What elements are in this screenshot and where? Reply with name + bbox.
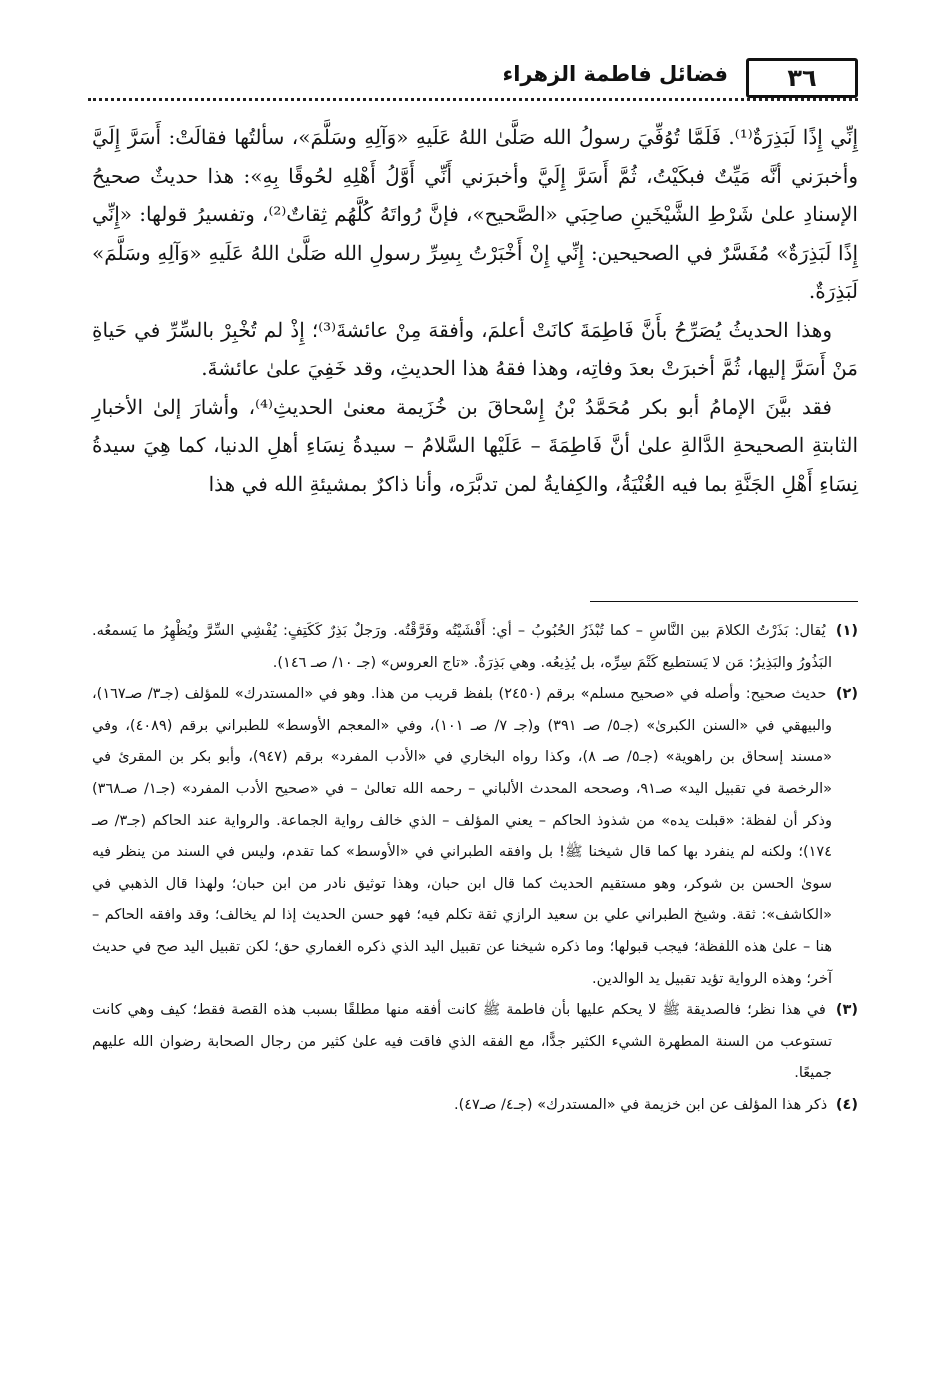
paragraph-1: إِنِّي إِذًا لَبَذِرَةٌ⁽¹⁾. فَلَمَّا تُوُفِّيَ رسولُ الله صَلَّىٰ اللهُ عَلَيهِ «وَآلِهِ وسَلَّمَ»، سألتُها فقالَتْ: أَسَرَّ إِلَيَّ وأخبرَني أنَّه مَيِّتٌ فبكَيْتُ، ثُمَّ أَسَرَّ إِلَيَّ وأخبرَني أَنِّي أَوَّلُ أَهْلِهِ لحُوقًا بِهِ»: هذا حديثٌ صحيحُ الإسنادِ علىٰ شَرْطِ الشَّيْخَينِ صاحِبَي «الصَّحيح»، فإنَّ رُواتَهُ كُلَّهُم ثِقاتٌ⁽²⁾، وتفسيرُ قولها: «إِنِّي إِذًا لَبَذِرَةٌ» مُفَسَّرٌ في الصحيحين: إِنِّي إِنْ أَخْبَرْتُ بِسِرِّ رسولِ الله صَلَّىٰ اللهُ عَلَيهِ «وَآلِهِ وسَلَّمَ» لَبَذِرَةٌ. [92, 125, 859, 303]
main-text [92, 118, 858, 503]
page-header [88, 58, 858, 104]
footnotes [92, 616, 858, 1122]
footnote-1 [92, 616, 858, 679]
footnote-2 [92, 679, 858, 995]
footnote-number: (٢) [835, 686, 858, 703]
book-title: فضائل فاطمة الزهراء [502, 62, 728, 86]
footnote-number: (٤) [835, 1096, 858, 1113]
footnote-text: يُقال: بَذَرْتُ الكلامَ بين النَّاسِ – كما تُبْذَرُ الحُبُوبُ – أي: أَفْشَيْتُه وفَرَّقْتُه. ورَجلٌ بَذِرٌ كَكَتِفٍ: يُفْشِي السِّرَّ ويُظْهِرُ ما يَسمعُه. البَذُورُ والبَذِيرُ: مَن لا يَستطيع كَتْمَ سِرِّه، بل يُذِيعُه. وهي بَذِرَةٌ. «تاج العروس» (جـ ١٠/ صـ ١٤٦). [92, 623, 832, 671]
footnote-4 [92, 1090, 858, 1122]
footnote-text: في هذا نظر؛ فالصديقة ﷺ لا يحكم عليها بأن فاطمة ﷺ كانت أفقه منها مطلقًا بسبب هذه القصة فقط؛ كيف وهي كانت تستوعب من السنة المطهرة الشيء الكثير جدًّا، مع الفقه الذي فاقت فيه علىٰ كثير من رجال الصحابة رضوان الله عليهم جميعًا. [92, 1002, 832, 1082]
footnote-separator [590, 601, 858, 602]
footnote-text: ذكر هذا المؤلف عن ابن خزيمة في «المستدرك» (جـ٤/ صـ٤٧). [453, 1096, 828, 1113]
footnote-number: (٣) [835, 1002, 858, 1019]
footnote-number: (١) [835, 623, 858, 639]
footnote-text: حديث صحيح: وأصله في «صحيح مسلم» برقم (٢٤٥٠) بلفظ قريب من هذا. وهو في «المستدرك» للمؤلف (جـ٣/ صـ١٦٧)، والبيهقي في «السنن الكبرىٰ» (جـ٥/ صـ ٣٩١) و(جـ ٧/ صـ ١٠١)، وفي «المعجم الأوسط» للطبراني برقم (٤٠٨٩)، وفي «مسند إسحاق بن راهوية» (جـ٥/ صـ ٨)، وكذا رواه البخاري في «الأدب المفرد» برقم (٩٤٧)، وأبو بكر بن المقرئ في «الرخصة في تقبيل اليد» صـ٩١، وصححه المحدث الألباني – رحمه الله تعالىٰ – في «صحيح الأدب المفرد» (جـ١/ صـ٣٦٨) وذكر أن لفظة: «قبلت يده» من شذوذ الحاكم – يعني المؤلف – الذي خالف رواية الجماعة. والرواية عند الحاكم (جـ٣/ صـ ١٧٤)؛ ولكنه لم ينفرد بها كما قال شيخنا ﷺ! بل وافقه الطبراني في «الأوسط» كما تقدم، وليس في السند من ينظر فيه سوىٰ الحسن بن شوكر، وهو مستقيم الحديث كما قال ابن حبان، وهذا توثيق نادر من ابن حبان؛ ولهذا قال الذهبي في «الكاشف»: ثقة. وشيخ الطبراني علي بن سعيد الرازي ثقة تكلم فيه؛ فهو حسن الحديث إذا لم يخالف؛ وقد وافقه الحاكم – هنا – علىٰ هذه اللفظة؛ فيجب قبولها؛ وما ذكره شيخنا عن تقبيل اليد الذي ذكره الغماري حق؛ لكن تقبيل اليد صح في حديث آخر؛ وهذه الرواية تؤيد تقبيل يد الوالدين. [92, 686, 833, 987]
header-dotted-rule [88, 98, 858, 101]
paragraph-3: فقد بيَّنَ الإمامُ أبو بكر مُحَمَّدُ بْنُ إِسْحاقَ بن خُزَيمة معنىٰ الحديثِ⁽⁴⁾، وأشارَ إلىٰ الأخبارِ الثابتةِ الصحيحةِ الدَّالةِ علىٰ أنَّ فَاطِمَةَ – عَلَيْها السَّلامُ – سيدةُ نِسَاءِ أهلِ الدنيا، كما هِيَ سيدةُ نِسَاءِ أَهْلِ الجَنَّةِ بما فيه الغُنْيَةُ، والكِفايةُ لمن تدبَّرَه، وأنا ذاكرٌ بمشيئةِ الله في هذا [92, 394, 858, 496]
page-number: ٣٦ [746, 58, 858, 98]
footnote-3 [92, 995, 858, 1090]
paragraph-2: وهذا الحديثُ يُصَرِّحُ بأَنَّ فَاطِمَةَ كانَتْ أعلمَ، وأفقهَ مِنْ عائشةَ⁽³⁾؛ إِذْ لم تُخْبِرْ بالسِّرِّ في حَياةِ مَنْ أَسَرَّ إليها، ثُمَّ أخبرَتْ بعدَ وفاتِه، وهذا فقهُ هذا الحديثِ، وقد خَفِيَ علىٰ عائشةَ. [92, 317, 858, 380]
